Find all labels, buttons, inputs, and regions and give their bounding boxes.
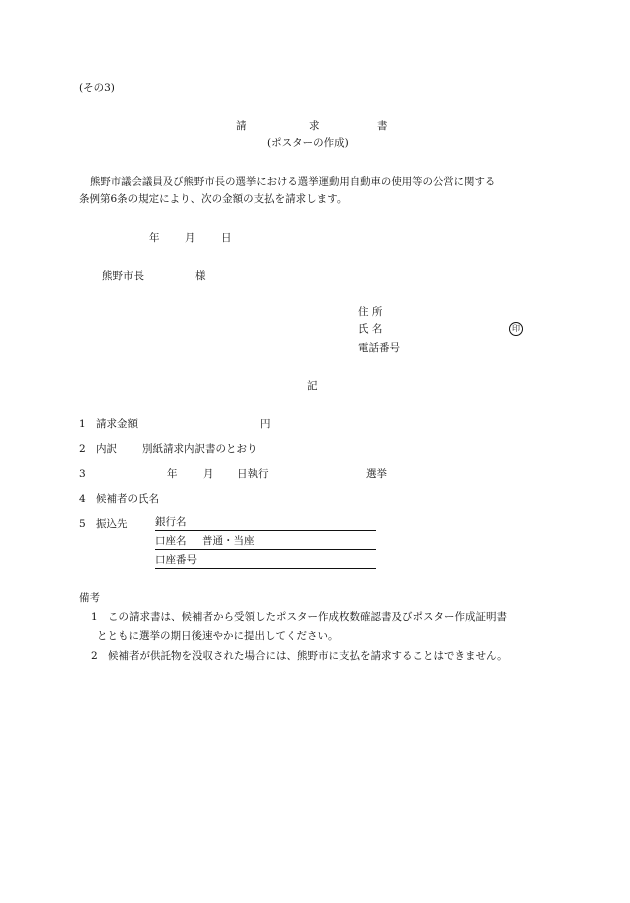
account-number-line [155,554,376,569]
account-type-label: 普通・当座 [202,535,255,548]
remarks-heading: 備考 [79,592,100,604]
note-2-text: 候補者が供託物を没収された場合には、熊野市に支払を請求することはできません。 [108,650,508,662]
item-1-number: 1 [79,418,86,430]
account-name-label: 口座名 [155,535,187,548]
phone-label: 電話番号 [358,342,400,354]
name-label: 氏 名 [358,323,383,335]
date-day: 日 [221,232,232,244]
title-char-2: 求 [309,120,320,132]
item-3-year: 年 [167,468,178,480]
item-2-number: 2 [79,443,86,455]
account-number-label: 口座番号 [155,554,197,567]
body-text-line-1: 熊野市議会議員及び熊野市長の選挙における選挙運動用自動車の使用等の公営に関する [90,176,496,188]
item-3-election: 選挙 [366,468,387,480]
note-1-line-1: この請求書は、候補者から受領したポスター作成枚数確認書及びポスター作成証明書 [108,611,507,623]
document-subtitle: (ポスターの作成) [267,137,349,149]
item-4-label: 候補者の氏名 [96,493,159,505]
address-label: 住 所 [358,306,383,318]
date-month: 月 [185,232,196,244]
item-5-label: 振込先 [96,518,128,530]
note-2-number: 2 [91,650,98,662]
item-4-number: 4 [79,493,86,505]
item-1-unit: 円 [260,418,271,430]
note-1-number: 1 [91,611,98,623]
title-char-1: 請 [236,120,247,132]
item-1-label: 請求金額 [96,418,138,430]
body-text-line-2: 条例第6条の規定により、次の金額の支払を請求します。 [79,193,348,205]
title-char-3: 書 [377,120,388,132]
date-year: 年 [149,232,160,244]
item-5-number: 5 [79,518,86,530]
bank-name-label: 銀行名 [155,516,187,529]
ki-heading: 記 [307,380,318,392]
item-3-number: 3 [79,468,86,480]
form-number: (その3) [79,82,115,94]
bank-name-line [155,516,376,531]
addressee-name: 熊野市長 [102,270,144,282]
item-2-label: 内訳 [96,443,117,455]
item-3-month: 月 [203,468,214,480]
item-2-value: 別紙請求内訳書のとおり [142,443,258,455]
seal-mark: 印 [509,322,523,336]
account-name-line [155,535,376,550]
item-3-day-exec: 日執行 [237,468,269,480]
note-1-line-2: とともに選挙の期日後速やかに提出してください。 [97,630,339,642]
addressee-honorific: 様 [195,270,206,282]
